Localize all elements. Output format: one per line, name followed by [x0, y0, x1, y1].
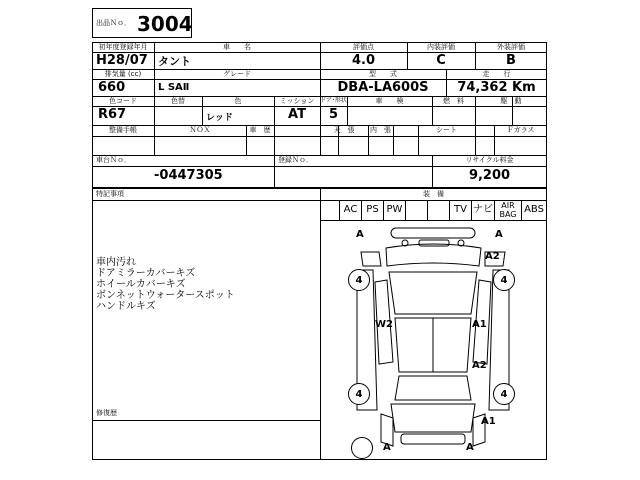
- door-label: ドア･形状: [320, 97, 347, 104]
- damage-mark: A2: [485, 251, 500, 262]
- damage-mark: A: [383, 442, 391, 453]
- history-label: 車 歴: [249, 126, 271, 134]
- equipment-item: [321, 200, 340, 220]
- recycle-fee: 9,200: [468, 168, 511, 183]
- equipment-item: ナビ: [472, 200, 495, 220]
- exterior-grade-label: 外装評価: [497, 43, 525, 51]
- damage-mark: A: [495, 229, 503, 240]
- lot-number: 3004: [137, 12, 193, 36]
- registration-label: 登録Ｎｏ．: [278, 156, 313, 164]
- color: レッド: [206, 113, 233, 123]
- car-name: タント: [158, 55, 191, 68]
- damage-mark: A: [356, 229, 364, 240]
- grade-label: グレード: [223, 70, 251, 78]
- door-count: 5: [328, 107, 339, 122]
- drive-label: 駆 動: [500, 97, 522, 105]
- roof-lining-label: 天 張: [333, 126, 355, 134]
- color-change-label: 色替: [171, 97, 185, 105]
- year-label: 初年度登録年月: [98, 43, 148, 51]
- tire-front-right: 4: [493, 269, 515, 291]
- transmission-label: ミッション: [279, 97, 315, 105]
- equipment-label: 装 備: [423, 190, 444, 198]
- note-line: ホイールカバーキズ: [96, 279, 186, 290]
- grade: L SAⅡ: [158, 82, 190, 93]
- chassis-label: 車台Ｎｏ．: [96, 156, 131, 164]
- interior-grade: C: [436, 53, 446, 68]
- model-code-label: 型 式: [369, 70, 397, 78]
- note-line: 車内汚れ: [96, 257, 136, 268]
- lot-label: 出品Ｎｏ．: [96, 19, 131, 27]
- equipment-row: [321, 200, 546, 221]
- damage-mark: A: [466, 442, 474, 453]
- equipment-item: AIR BAG: [495, 200, 522, 220]
- recycle-fee-label: リサイクル料金: [465, 156, 514, 164]
- notes-list: [96, 257, 235, 312]
- service-book-label: 整備手帳: [109, 126, 137, 134]
- note-line: ボンネットウォータースポット: [96, 290, 235, 301]
- first-registration: H28/07: [96, 53, 148, 68]
- displacement-label: 排気量 (cc): [104, 70, 142, 78]
- nox-label: ＮＯＸ: [189, 126, 211, 134]
- score-label: 評価点: [353, 43, 374, 51]
- fuel-label: 燃 料: [443, 97, 464, 105]
- windshield-label: Ｆガラス: [506, 126, 535, 134]
- damage-mark: A1: [472, 319, 487, 330]
- interior-grade-label: 内装評価: [427, 43, 455, 51]
- equipment-item: TV: [450, 200, 472, 220]
- color-code-label: 色コード: [109, 97, 137, 105]
- tire-rear-left: 4: [348, 383, 370, 405]
- equipment-item: [406, 200, 428, 220]
- displacement: 660: [98, 80, 126, 95]
- exterior-grade: B: [506, 53, 516, 68]
- color-label: 色: [234, 97, 242, 105]
- equipment-item: PW: [384, 200, 406, 220]
- notes-label: 特記事項: [96, 190, 124, 198]
- equipment-item: AC: [340, 200, 362, 220]
- damage-mark: A2: [472, 360, 487, 371]
- interior-lining-label: 内 張: [370, 126, 391, 134]
- transmission: AT: [288, 107, 306, 122]
- chassis-number: -0447305: [154, 168, 223, 183]
- lot-number-box: [92, 8, 192, 38]
- tire-rear-right: 4: [493, 383, 515, 405]
- evaluation-score: 4.0: [351, 53, 376, 68]
- seat-label: シート: [436, 126, 457, 134]
- damage-mark: W2: [375, 319, 393, 330]
- note-line: ドアミラーカバーキズ: [96, 268, 196, 279]
- tire-front-left: 4: [348, 269, 370, 291]
- spare-tire: [351, 437, 373, 459]
- equipment-item: [428, 200, 450, 220]
- mileage-label: 走 行: [482, 70, 511, 78]
- color-code: R67: [98, 107, 127, 122]
- equipment-item: ABS: [524, 204, 544, 215]
- repair-history-label: 修復歴: [96, 409, 117, 417]
- mileage: 74,362 Km: [457, 80, 536, 95]
- inspection-label: 車 検: [375, 97, 404, 105]
- note-line: ハンドルキズ: [96, 301, 156, 312]
- car-damage-diagram: [321, 222, 546, 459]
- model-code: DBA-LA600S: [337, 80, 429, 95]
- name-label: 車 名: [223, 43, 251, 51]
- damage-mark: A1: [481, 416, 496, 427]
- equipment-item: PS: [362, 200, 384, 220]
